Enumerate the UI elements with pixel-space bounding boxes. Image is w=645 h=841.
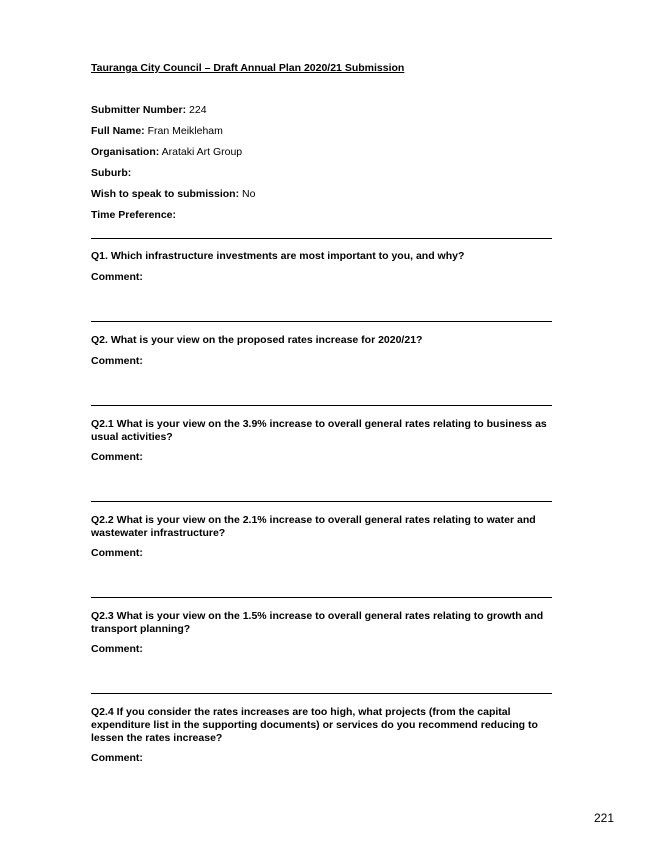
question-q2-2: Q2.2 What is your view on the 2.1% increase to overall general rates relating to water and wastewater infrastructure? xyxy=(91,514,536,539)
field-label: Submitter Number: xyxy=(91,104,187,116)
field-value: 224 xyxy=(186,104,207,116)
field-label: Time Preference: xyxy=(91,209,177,221)
section-divider xyxy=(91,321,552,322)
field-full-name xyxy=(91,125,223,137)
page-number: 221 xyxy=(594,811,615,825)
comment-label-q2-4: Comment: xyxy=(91,752,143,764)
comment-label-q1: Comment: xyxy=(91,271,143,283)
question-q2-3: Q2.3 What is your view on the 1.5% increase to overall general rates relating to growth and transport planning? xyxy=(91,610,544,635)
field-value: Arataki Art Group xyxy=(159,146,243,158)
section-divider xyxy=(91,238,552,239)
comment-label-q2: Comment: xyxy=(91,355,143,367)
question-q2-1: Q2.1 What is your view on the 3.9% increase to overall general rates relating to business as usual activities? xyxy=(91,418,547,443)
question-q2: Q2. What is your view on the proposed rates increase for 2020/21? xyxy=(91,334,423,346)
field-value: Fran Meikleham xyxy=(144,125,223,137)
field-label: Suburb: xyxy=(91,167,132,179)
field-label: Organisation: xyxy=(91,146,160,158)
section-divider xyxy=(91,405,552,406)
field-label: Wish to speak to submission: xyxy=(91,188,240,200)
section-divider xyxy=(91,597,552,598)
comment-label-q2-1: Comment: xyxy=(91,451,143,463)
field-wish-to-speak xyxy=(91,188,255,200)
field-label: Full Name: xyxy=(91,125,145,137)
comment-label-q2-2: Comment: xyxy=(91,547,143,559)
comment-label-q2-3: Comment: xyxy=(91,643,143,655)
field-time-preference xyxy=(91,209,176,221)
field-suburb xyxy=(91,167,131,179)
document-title: Tauranga City Council – Draft Annual Plan 2020/21 Submission xyxy=(91,62,405,74)
section-divider xyxy=(91,693,552,694)
field-organisation xyxy=(91,146,242,158)
field-submitter-number xyxy=(91,104,207,116)
section-divider xyxy=(91,501,552,502)
question-q1: Q1. Which infrastructure investments are most important to you, and why? xyxy=(91,250,465,262)
question-q2-4: Q2.4 If you consider the rates increases are too high, what projects (from the capital expenditure list in the supporting documents) or services do you recommend reducing to lessen the rates increase? xyxy=(91,706,538,744)
field-value: No xyxy=(239,188,256,200)
